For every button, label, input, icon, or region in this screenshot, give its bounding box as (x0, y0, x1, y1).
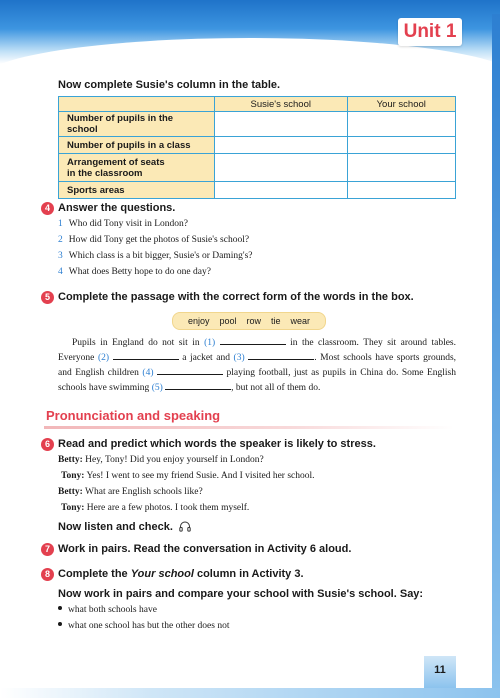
your-school-emphasis: Your school (130, 568, 194, 580)
question-number: 3 (58, 251, 63, 261)
table-row (59, 112, 456, 137)
table-row-label: Number of pupils in a class (59, 137, 215, 154)
blank-number: (2) (97, 353, 110, 363)
question-text: Who did Tony visit in London? (68, 219, 188, 229)
table-cell (347, 154, 456, 182)
speaker-name: Tony: (61, 503, 85, 513)
table-instruction: Now complete Susie's column in the table. (58, 79, 281, 91)
table-cell (347, 137, 456, 154)
blank-number: (3) (233, 353, 245, 363)
question-item (58, 235, 249, 245)
bullet-item: what one school has but the other does not (58, 621, 229, 631)
dialogue-text: Yes! I went to see my friend Susie. And I visited her school. (86, 471, 315, 481)
table-row (59, 154, 456, 182)
passage-text: . Most schools have sports grounds, and English children (58, 353, 457, 378)
listen-instruction: Now listen and check. (58, 521, 191, 535)
table-header-susie: Susie's school (215, 97, 348, 112)
passage-text: in the classroom. They sit around tables. Everyone (58, 338, 457, 363)
table-row (59, 182, 456, 199)
blank-line[interactable] (157, 366, 223, 375)
activity-7-badge: 7 (41, 543, 54, 556)
dialogue-line (58, 471, 315, 481)
passage-text: playing football, just as pupils in China do. Some English schools have swimming (58, 368, 457, 393)
comparison-table (58, 96, 456, 199)
table-cell (215, 137, 348, 154)
activity-8-instruction: Complete the Your school column in Activity 3. (58, 568, 304, 580)
blank-line[interactable] (113, 351, 179, 360)
bullet-dot (58, 606, 62, 610)
word-box-item: enjoy (187, 316, 210, 326)
activity-8-badge: 8 (41, 568, 54, 581)
dialogue-line (58, 503, 249, 513)
speaker-name: Betty: (58, 455, 83, 465)
activity-6-instruction: Read and predict which words the speaker is likely to stress. (58, 438, 376, 450)
table-cell (215, 182, 348, 199)
table-cell (215, 112, 348, 137)
word-box (172, 312, 326, 330)
table-header-blank (59, 97, 215, 112)
table-row-label: Arrangement of seats in the classroom (59, 154, 215, 182)
dialogue-text: Here are a few photos. I took them myself. (86, 503, 250, 513)
right-edge-stripe (492, 14, 500, 698)
bullet-item: what both schools have (58, 605, 157, 615)
table-cell (347, 112, 456, 137)
question-text: What does Betty hope to do one day? (68, 267, 211, 277)
page-number: 11 (424, 656, 456, 688)
question-item (58, 251, 253, 261)
headphones-icon[interactable] (179, 521, 191, 535)
dialogue-line (58, 487, 203, 497)
activity-6-badge: 6 (41, 438, 54, 451)
speaker-name: Tony: (61, 471, 85, 481)
question-number: 1 (58, 219, 63, 229)
dialogue-line (58, 455, 264, 465)
dialogue-text: Hey, Tony! Did you enjoy yourself in London? (85, 455, 264, 465)
blank-line[interactable] (248, 351, 314, 360)
word-box-item: row (246, 316, 261, 326)
table-header-row (59, 97, 456, 112)
question-item (58, 219, 188, 229)
table-header-yours: Your school (347, 97, 456, 112)
dialogue-text: What are English schools like? (85, 487, 203, 497)
passage-text: a jacket and (182, 353, 230, 363)
section-title-pronunciation: Pronunciation and speaking (46, 408, 221, 423)
bullet-dot (58, 622, 62, 626)
word-box-item: pool (219, 316, 237, 326)
table-cell (215, 154, 348, 182)
word-box-item: wear (290, 316, 311, 326)
table-row (59, 137, 456, 154)
speaker-name: Betty: (58, 487, 83, 497)
activity-7-instruction: Work in pairs. Read the conversation in Activity 6 aloud. (58, 543, 352, 555)
question-text: Which class is a bit bigger, Susie's or Daming's? (68, 251, 253, 261)
section-rule (44, 426, 454, 429)
blank-number: (5) (151, 383, 163, 393)
blank-number: (4) (142, 368, 154, 378)
question-item (58, 267, 211, 277)
activity-4-instruction: Answer the questions. (58, 202, 176, 214)
unit-label: Unit 1 (403, 21, 457, 42)
table-row-label: Number of pupils in the school (59, 112, 215, 137)
passage-text: , but not all of them do. (231, 383, 321, 393)
question-number: 2 (58, 235, 63, 245)
question-text: How did Tony get the photos of Susie's school? (68, 235, 250, 245)
passage-text: Pupils in England do not sit in (72, 338, 200, 348)
table-cell (347, 182, 456, 199)
blank-number: (1) (204, 338, 216, 348)
word-box-item: tie (271, 316, 281, 326)
passage (58, 336, 456, 396)
blank-line[interactable] (165, 381, 231, 390)
blank-line[interactable] (220, 336, 286, 345)
activity-5-instruction: Complete the passage with the correct form of the words in the box. (58, 291, 414, 303)
activity-4-badge: 4 (41, 202, 54, 215)
activity-8-sub-instruction: Now work in pairs and compare your school with Susie's school. Say: (58, 588, 424, 600)
footer-rule (0, 688, 500, 698)
activity-5-badge: 5 (41, 291, 54, 304)
table-row-label: Sports areas (59, 182, 215, 199)
question-number: 4 (58, 267, 63, 277)
